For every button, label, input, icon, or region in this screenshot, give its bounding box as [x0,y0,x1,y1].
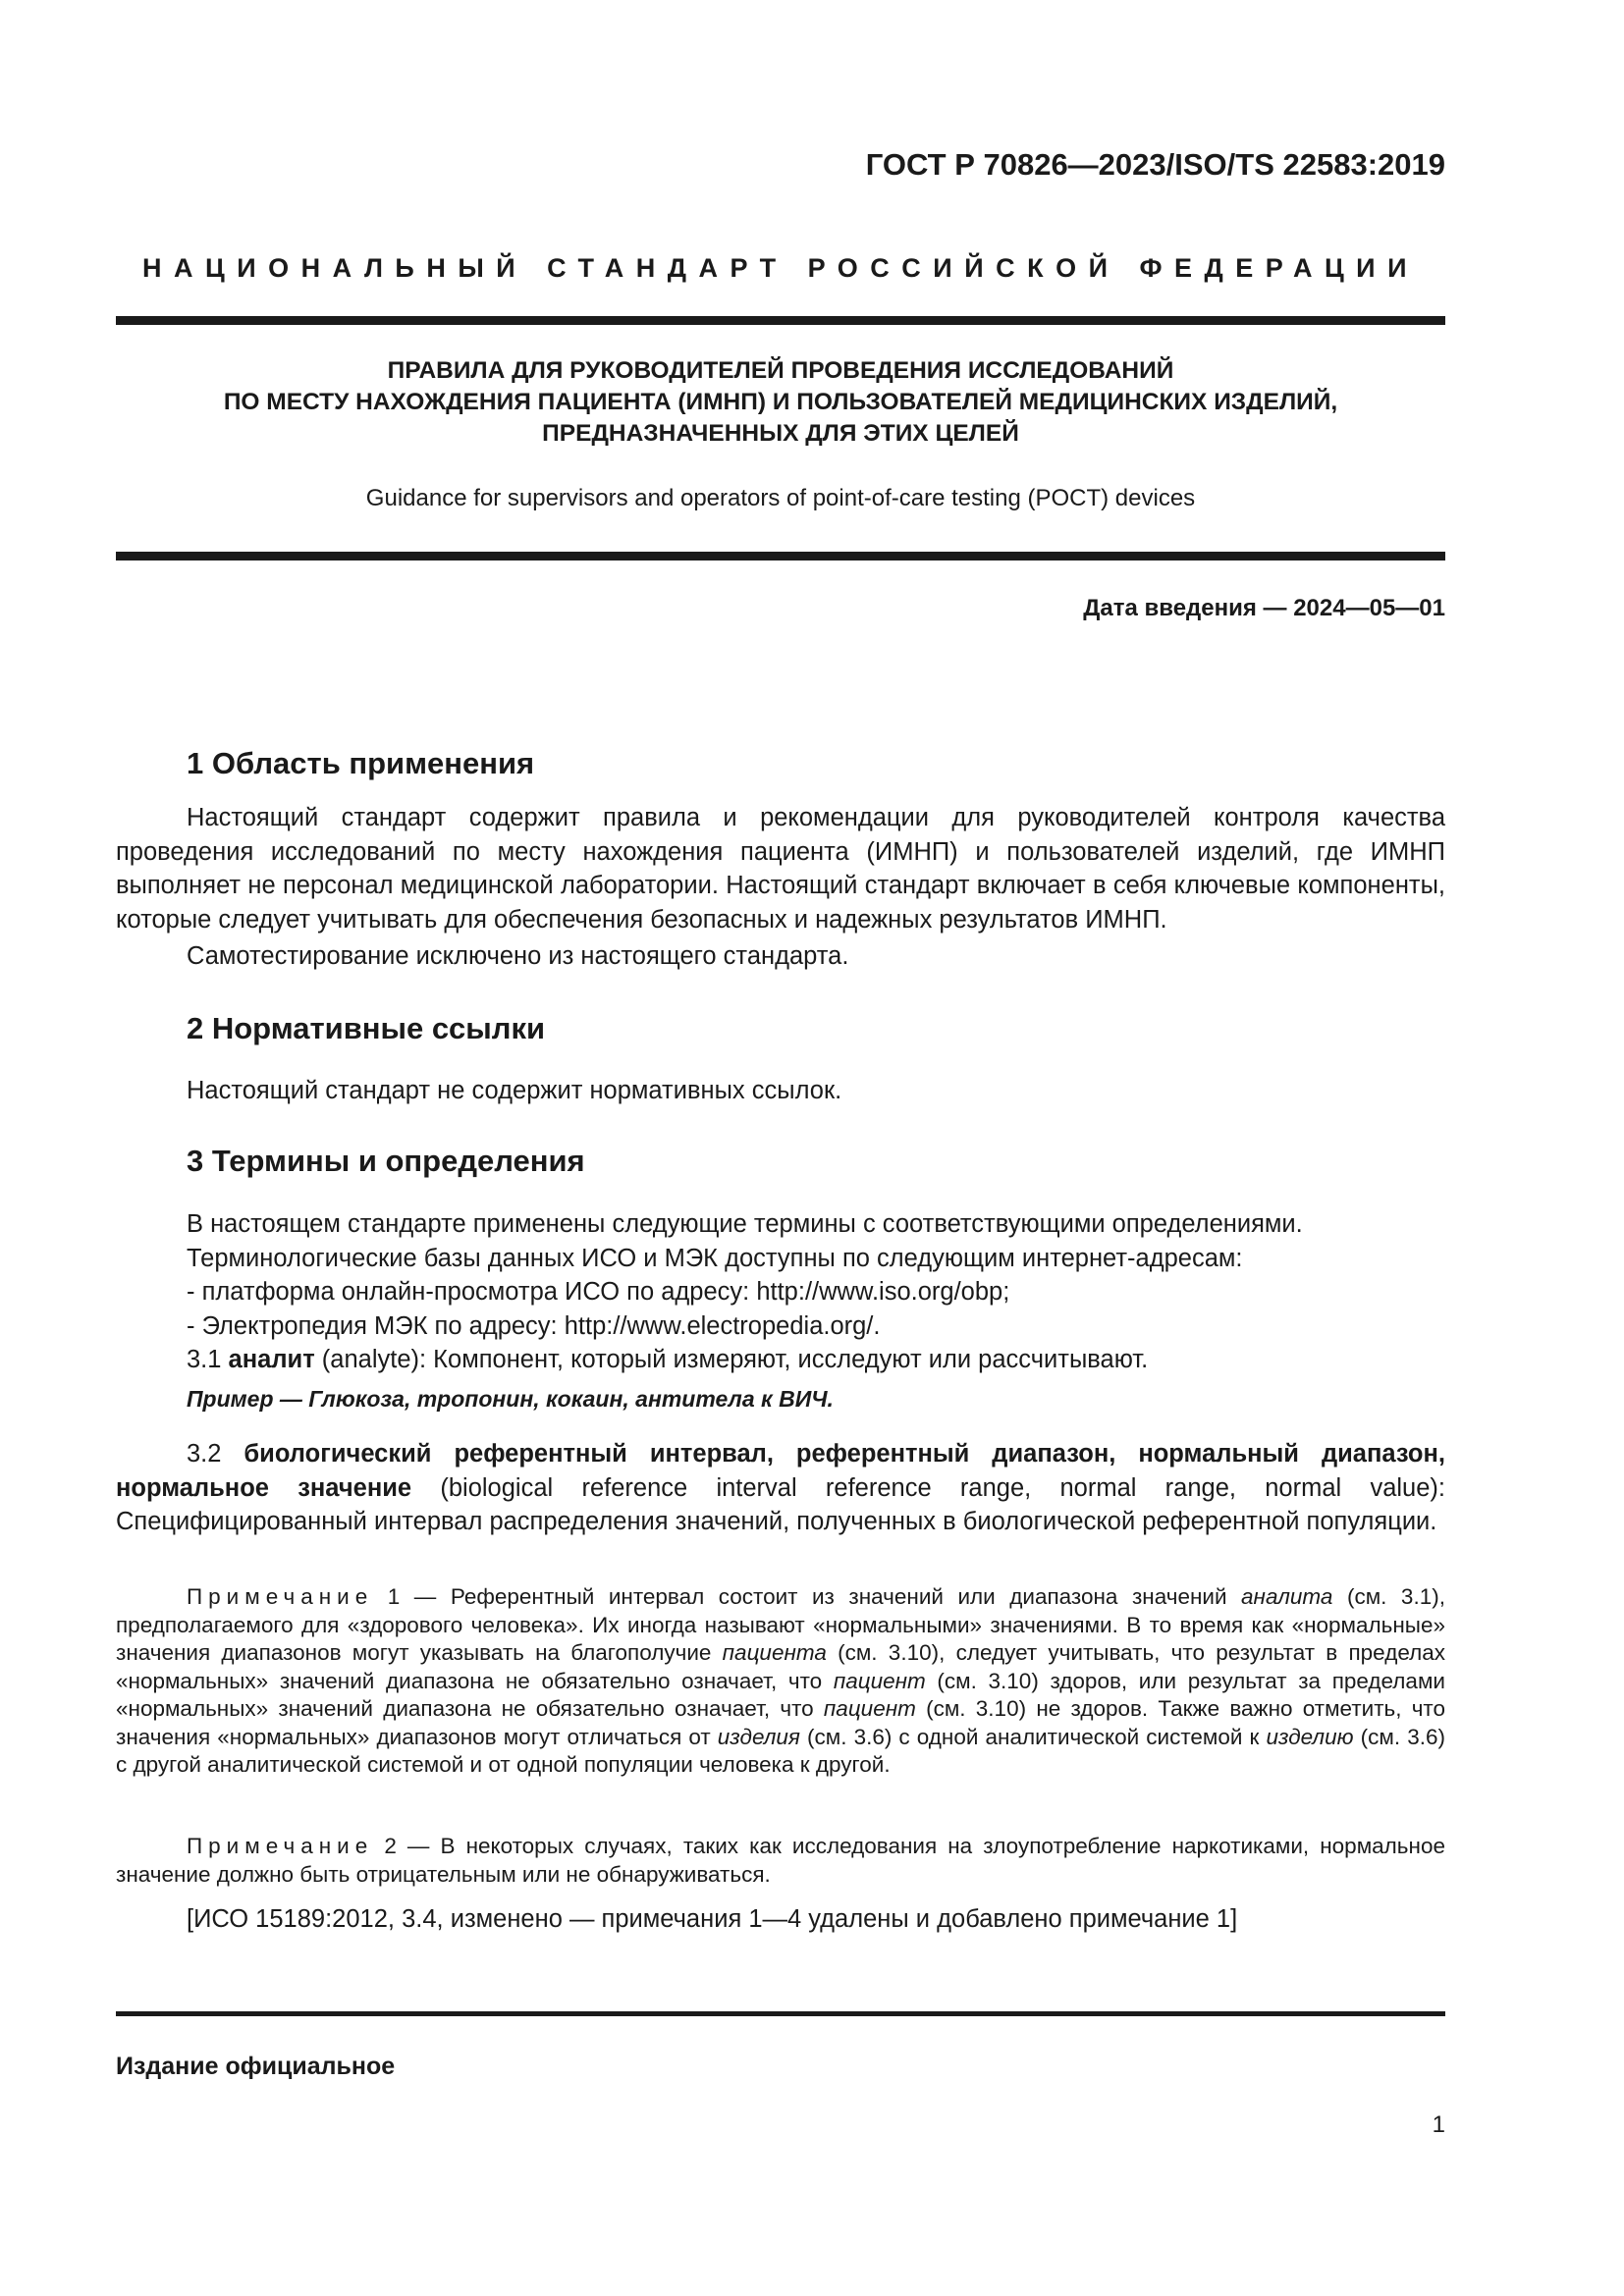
source-reference: [ИСО 15189:2012, 3.4, изменено — примечания 1—4 удалены и добавлено примечание 1] [187,1905,1238,1933]
term-3-2 [116,1437,1445,1539]
note-1-italic: пациент [833,1668,926,1693]
title-line-3: ПРЕДНАЗНАЧЕННЫХ ДЛЯ ЭТИХ ЦЕЛЕЙ [542,420,1019,447]
footer-rule [116,2011,1445,2016]
note-2 [116,1833,1445,1889]
official-edition: Издание официальное [116,2053,396,2080]
term-3-1-example: Пример — Глюкоза, тропонин, кокаин, антитела к ВИЧ. [187,1386,834,1412]
electropedia-item: - Электропедия МЭК по адресу: http://www.electropedia.org/. [187,1311,881,1340]
introduction-date: Дата введения — 2024—05—01 [1083,595,1445,621]
section-2-paragraph [187,1074,1445,1108]
term-3-2-name: биологический референтный интервал, референтный диапазон, нормальный диапазон, нормальное значение [116,1440,1445,1502]
term-3-2-definition: (biological reference interval reference range, normal range, normal value): Специфицированный интервал распределения значений, полученных в биологической референтной популяции. [116,1473,1445,1535]
note-1-text: 1 — Референтный интервал состоит из значений или диапазона значений [387,1584,1227,1609]
iso-obp-item: - платформа онлайн-просмотра ИСО по адресу: http://www.iso.org/obp; [187,1278,1010,1306]
terms-intro-line: В настоящем стандарте применены следующие термины с соответствующими определениями. [187,1210,1303,1238]
section-1-self-testing [187,939,1445,974]
note-1-text: (см. 3.6) с одной аналитической системой к [807,1724,1260,1749]
title-rule [116,552,1445,561]
section-3-intro [187,1207,1445,1377]
terms-db-line: Терминологические базы данных ИСО и МЭК доступны по следующим интернет-адресам: [187,1244,1243,1272]
document-page [116,0,1445,2296]
note-1-text: (см. 3.10) не здоров. Также важно отметить, что значения «нормальных» диапазонов могут отличаться от [116,1696,1445,1749]
note-1-italic: пациента [722,1640,827,1665]
page-number: 1 [1432,2111,1445,2138]
english-title: Guidance for supervisors and operators of point-of-care testing (POCT) devices [365,485,1196,511]
note-1-text: (см. 3.1), предполагаемого для «здорового человека». Их иногда называют «нормальными» значениями. В то время как «нормальные» значения диапазонов могут указывать на благополучие [116,1584,1445,1665]
title-line-1: ПРАВИЛА ДЛЯ РУКОВОДИТЕЛЕЙ ПРОВЕДЕНИЯ ИССЛЕДОВАНИЙ [387,357,1174,384]
section-3-heading: 3 Термины и определения [187,1144,585,1178]
note-2-label: Примечание [187,1834,374,1858]
term-3-1-number: 3.1 [187,1346,222,1373]
note-1-italic: изделию [1266,1724,1354,1749]
document-title [116,355,1445,450]
note-1-label: Примечание [187,1584,374,1609]
term-3-1-name: аналит [228,1346,315,1373]
title-line-2: ПО МЕСТУ НАХОЖДЕНИЯ ПАЦИЕНТА (ИМНП) И ПОЛЬЗОВАТЕЛЕЙ МЕДИЦИНСКИХ ИЗДЕЛИЙ, [223,389,1338,415]
term-3-1 [187,1343,1445,1377]
note-1-text: (см. 3.6) с другой аналитической системой и от одной популяции человека к другой. [116,1724,1445,1777]
normative-text: Настоящий стандарт не содержит нормативных ссылок. [187,1077,842,1104]
note-1-italic: пациент [823,1696,916,1721]
term-3-1-definition: (analyte): Компонент, который измеряют, исследуют или рассчитывают. [321,1346,1149,1373]
section-1-paragraph: Настоящий стандарт содержит правила и рекомендации для руководителей контроля качества проведения исследований по месту нахождения пациента (ИМНП) и пользователей изделий, где ИМНП выполняет не персонал медицинской лаборатории. Настоящий стандарт включает в себя ключевые компоненты, которые следует учитывать для обеспечения безопасных и надежных результатов ИМНП. [116,804,1445,934]
note-1-italic: аналита [1241,1584,1333,1609]
note-1-text: (см. 3.10) здоров, или результат за пределами «нормальных» значений диапазона не обязательно означает, что [116,1668,1445,1721]
header-rule [116,316,1445,325]
national-standard-banner: НАЦИОНАЛЬНЫЙ СТАНДАРТ РОССИЙСКОЙ ФЕДЕРАЦИИ [142,253,1419,283]
note-2-text: 2 — В некоторых случаях, таких как исследования на злоупотребление наркотиками, нормальное значение должно быть отрицательным или не обнаруживаться. [116,1834,1445,1887]
term-3-2-number: 3.2 [187,1440,222,1468]
note-1-italic: изделия [717,1724,800,1749]
note-1-text: (см. 3.10), следует учитывать, что результат в пределах «нормальных» значений диапазона не обязательно означает, что [116,1640,1445,1693]
section-2-heading: 2 Нормативные ссылки [187,1011,546,1045]
note-1 [116,1583,1445,1780]
standard-number: ГОСТ Р 70826—2023/ISO/TS 22583:2019 [865,147,1445,182]
self-testing-text: Самотестирование исключено из настоящего стандарта. [187,942,849,970]
section-1-heading: 1 Область применения [187,746,535,780]
